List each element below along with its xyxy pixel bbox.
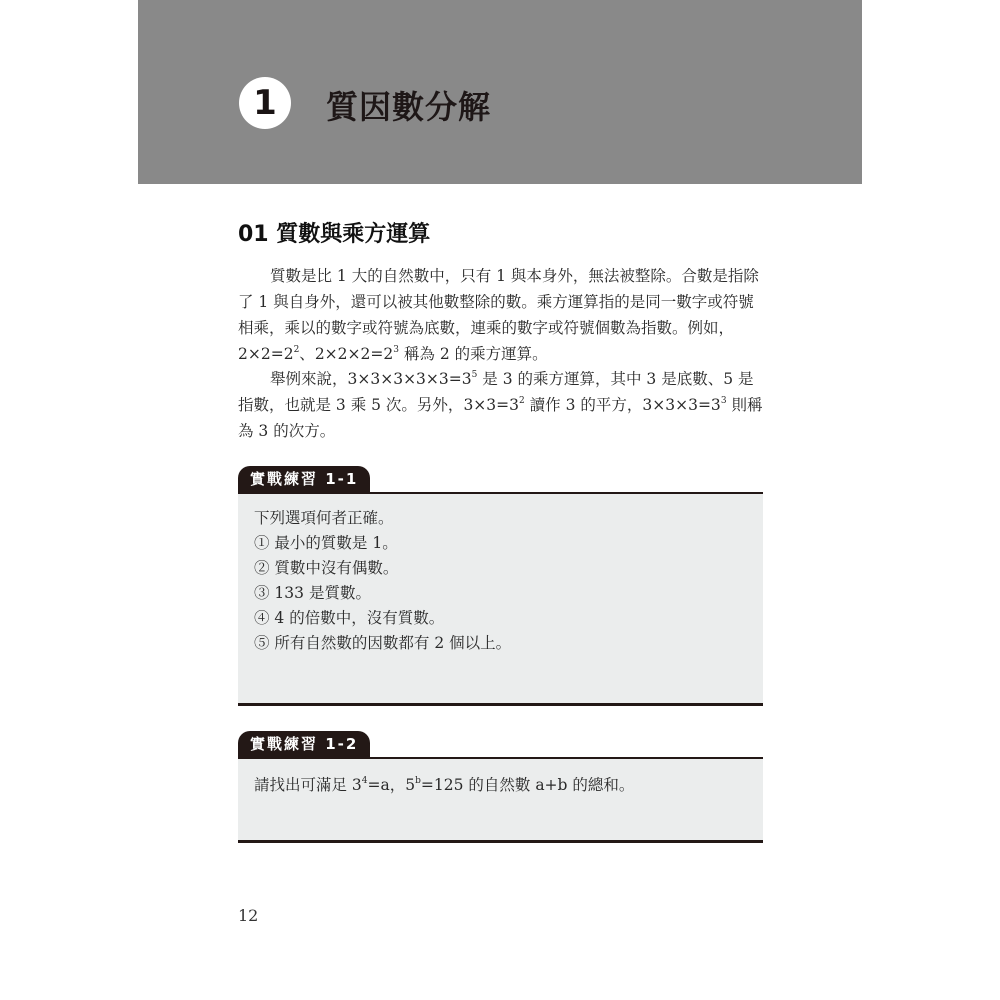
exercise-question: 請找出可滿足 $3^4=a$，$5^b=125$ 的自然數 a+b 的總和。 (254, 776, 635, 794)
paragraph-prime-definition: 質數是比 1 大的自然數中，只有 1 與本身外，無法被整除。合數是指除了 1 與自身外，還可以被其他數整除的數。乘方運算指的是同一數字或符號相乘，乘以的數字或符號為底數，連乘的數字或符號個數為指數。例如，$2\times 2=2^2$、$2\times 2\times 2=2^3$ 稱為 2 的乘方運算。 (238, 267, 759, 363)
exercise-label: 實戰練習 1-2 (238, 731, 370, 757)
page-number: 12 (238, 906, 259, 925)
exercise-label: 實戰練習 1-1 (238, 466, 370, 492)
exercise-option: ④ 4 的倍數中，沒有質數。 (254, 609, 445, 627)
chapter-number-badge (239, 77, 291, 129)
chapter-title: 質因數分解 (326, 88, 492, 126)
chapter-number: 1 (253, 83, 277, 123)
exercise-box (238, 492, 763, 706)
exercise-option: ① 最小的質數是 1。 (254, 534, 398, 552)
section-title: 01 質數與乘方運算 (238, 222, 431, 247)
exercise-box (238, 757, 763, 843)
exercise-option: ③ 133 是質數。 (254, 584, 371, 602)
exercise-option: ⑤ 所有自然數的因數都有 2 個以上。 (254, 634, 512, 652)
exercise-option: ② 質數中沒有偶數。 (254, 559, 399, 577)
paragraph-power-example: 舉例來說，$3\times 3\times 3\times 3\times 3=3^5$ 是 3 的乘方運算，其中 3 是底數、5 是指數，也就是 3 乘 5 次。另外，$3\times 3=3^2$ 讀作 3 的平方，$3\times 3\times 3=3^3$ 則稱為 3 的次方。 (238, 370, 763, 440)
exercise-question: 下列選項何者正確。 (254, 509, 394, 527)
